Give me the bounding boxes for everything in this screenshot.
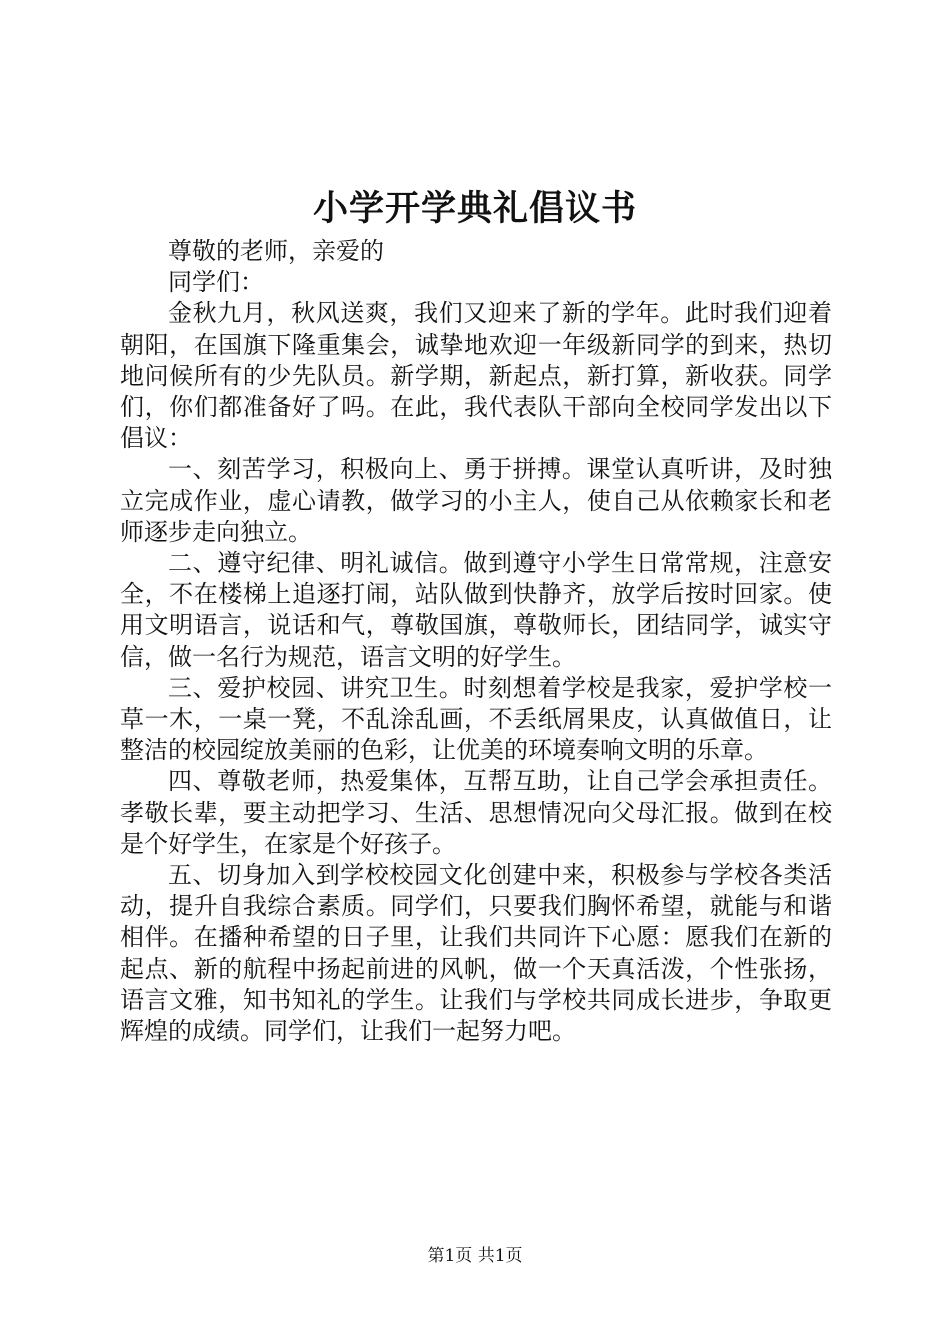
document-body xyxy=(120,236,832,1047)
paragraph: 三、爱护校园、讲究卫生。时刻想着学校是我家，爱护学校一草一木，一桌一凳，不乱涂乱画，不丢纸屑果皮，认真做值日，让整洁的校园绽放美丽的色彩，让优美的环境奏响文明的乐章。 xyxy=(120,673,832,765)
salutation-line: 同学们： xyxy=(168,268,264,297)
paragraph: 二、遵守纪律、明礼诚信。做到遵守小学生日常常规，注意安全，不在楼梯上追逐打闹，站队做到快静齐，放学后按时回家。使用文明语言，说话和气，尊敬国旗，尊敬师长，团结同学，诚实守信，做一名行为规范，语言文明的好学生。 xyxy=(120,549,832,671)
document-title: 小学开学典礼倡议书 xyxy=(312,188,637,229)
paragraph: 一、刻苦学习，积极向上、勇于拼搏。课堂认真听讲，及时独立完成作业，虚心请教，做学习的小主人，使自己从依赖家长和老师逐步走向独立。 xyxy=(120,455,832,546)
paragraph: 五、切身加入到学校校园文化创建中来，积极参与学校各类活动，提升自我综合素质。同学们，只要我们胸怀希望，就能与和谐相伴。在播种希望的日子里，让我们共同许下心愿：愿我们在新的起点、新的航程中扬起前进的风帆，做一个天真活泼，个性张扬，语言文雅，知书知礼的学生。让我们与学校共同成长进步，争取更辉煌的成绩。同学们，让我们一起努力吧。 xyxy=(120,861,832,1046)
page-number-footer: 第1页 共1页 xyxy=(427,1246,523,1266)
salutation-line: 尊敬的老师，亲爱的 xyxy=(168,237,384,265)
paragraph: 金秋九月，秋风送爽，我们又迎来了新的学年。此时我们迎着朝阳，在国旗下隆重集会，诚挚地欢迎一年级新同学的到来，热切地问候所有的少先队员。新学期，新起点，新打算，新收获。同学们，你们都准备好了吗。在此，我代表队干部向全校同学发出以下倡议： xyxy=(120,299,832,453)
paragraph: 四、尊敬老师，热爱集体，互帮互助，让自己学会承担责任。孝敬长辈，要主动把学习、生活、思想情况向父母汇报。做到在校是个好学生，在家是个好孩子。 xyxy=(120,767,832,858)
